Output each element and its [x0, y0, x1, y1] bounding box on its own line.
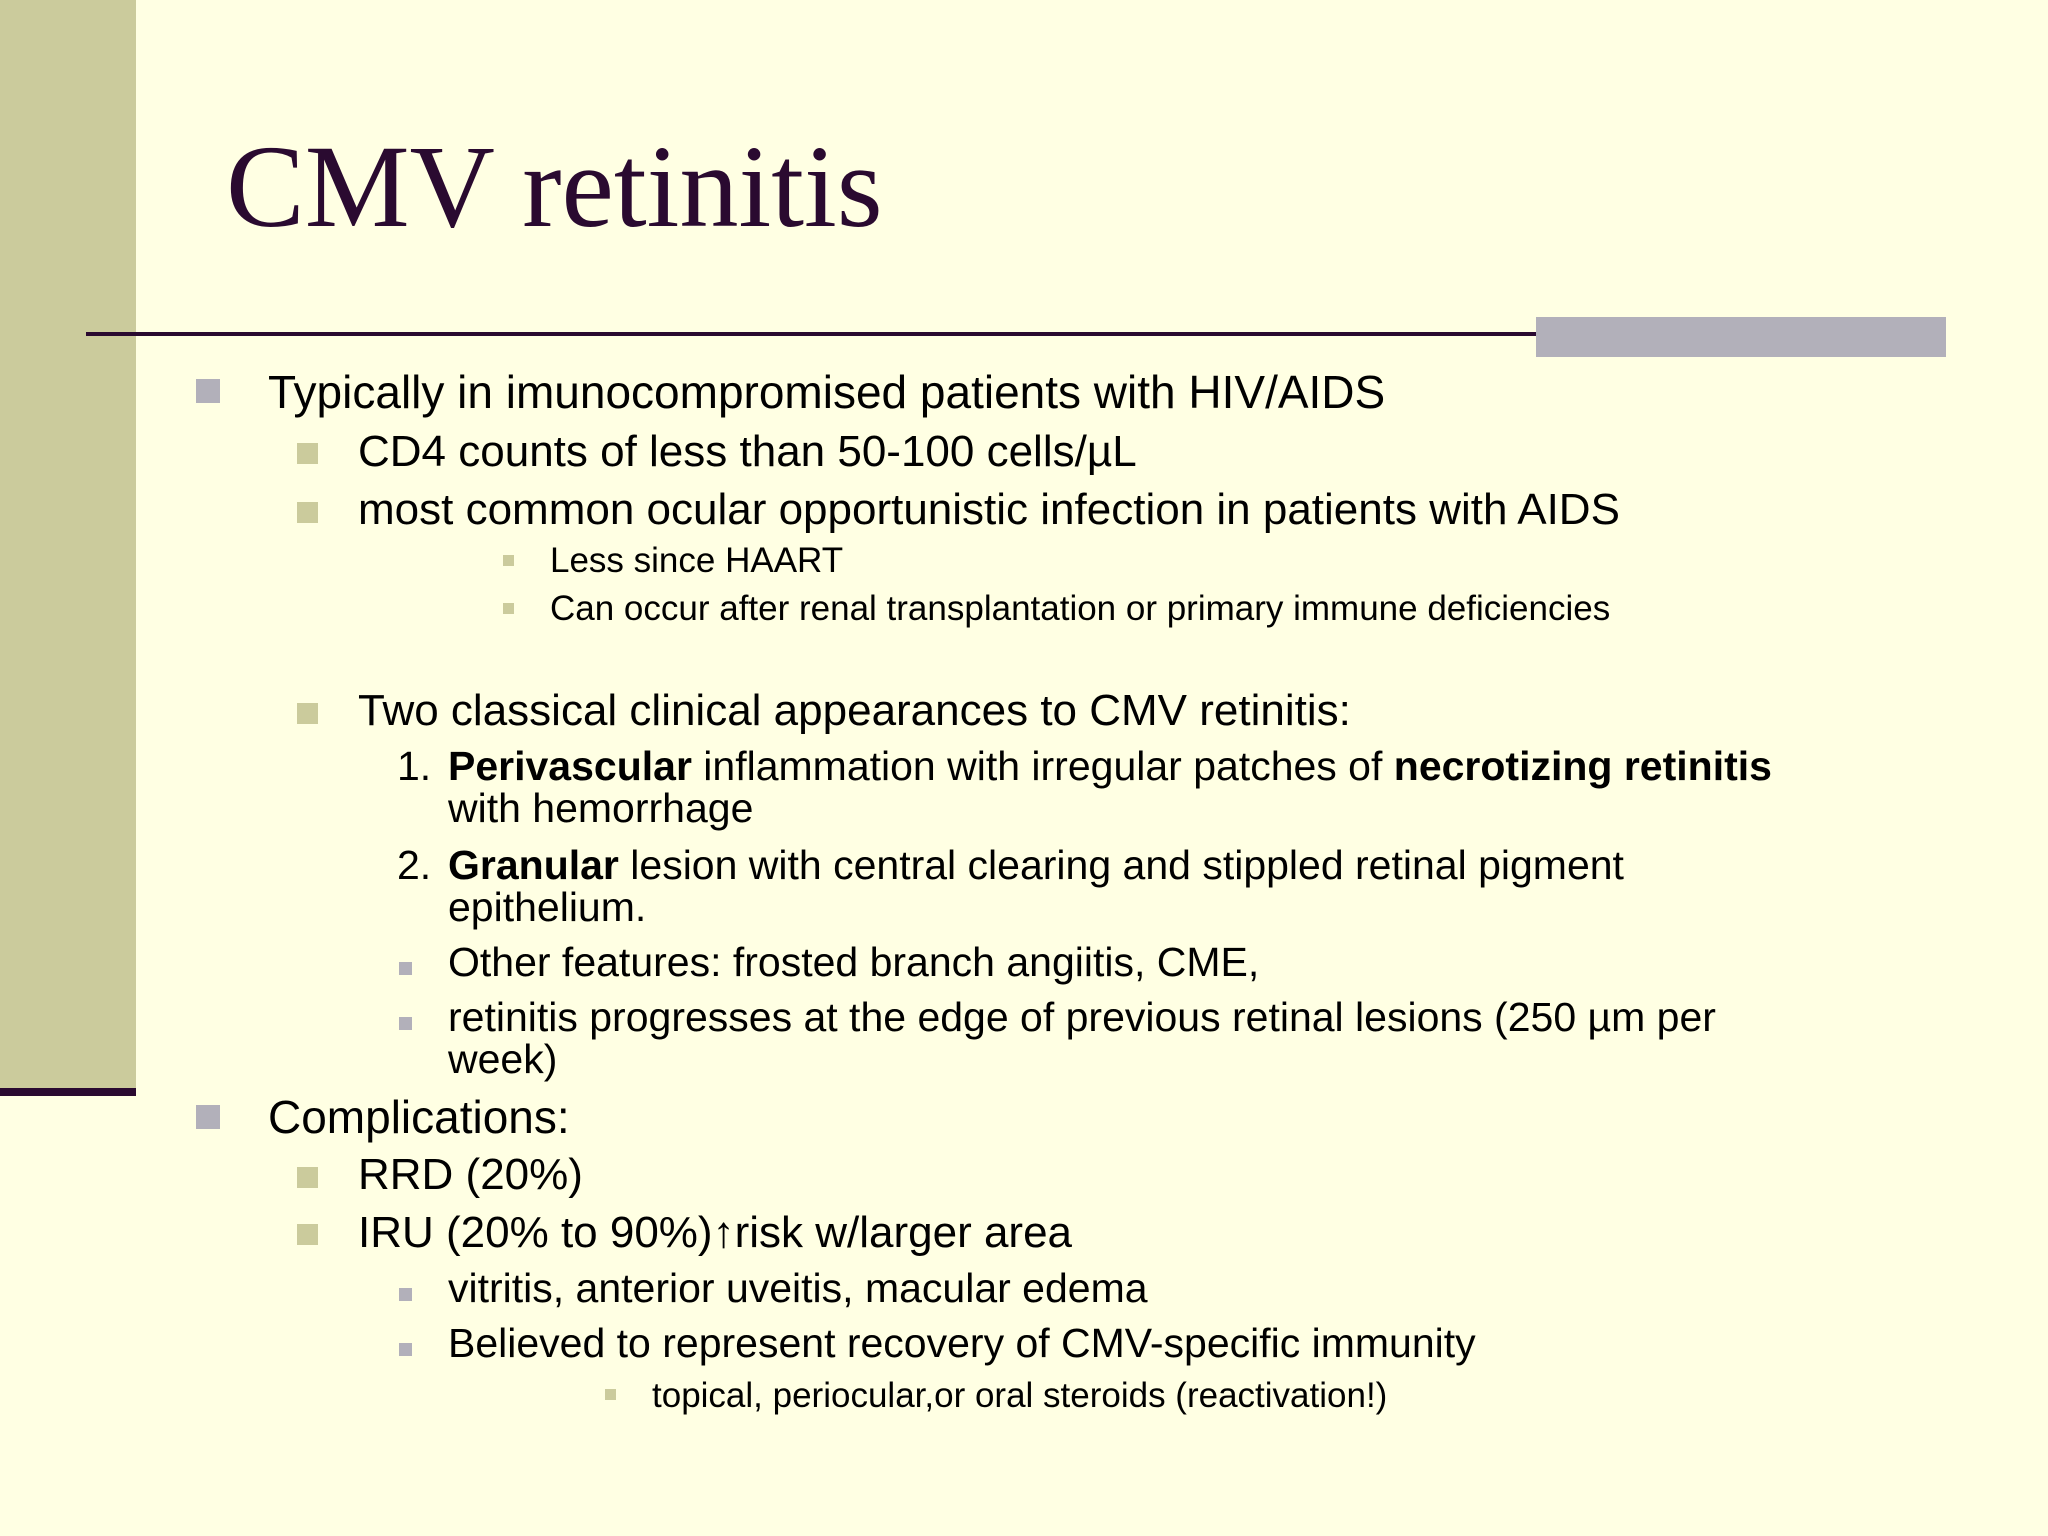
bullet-square [399, 1288, 412, 1301]
bullet-square [399, 962, 412, 975]
emphasis: Perivascular [448, 743, 692, 789]
bullet-square [503, 603, 514, 614]
emphasis: necrotizing retinitis [1393, 743, 1772, 789]
sidebar-accent [0, 0, 136, 1088]
numbered-item-line: Granular lesion with central clearing and stippled retinal pigment [448, 842, 1624, 888]
bullet-square [196, 379, 220, 403]
bullet-square [196, 1105, 220, 1129]
bullet-square [605, 1389, 616, 1400]
bullet-square [399, 1343, 412, 1356]
bullet-square [399, 1017, 412, 1030]
bullet-square [297, 703, 318, 724]
bullet-text: topical, periocular,or oral steroids (reactivation!) [652, 1376, 1388, 1415]
bullet-text: CD4 counts of less than 50-100 cells/µL [358, 427, 1137, 476]
title-rule-accent [1536, 317, 1946, 357]
bullet-text: Complications: [268, 1091, 570, 1143]
bullet-text: most common ocular opportunistic infection in patients with AIDS [358, 485, 1620, 534]
numbered-item-line: Perivascular inflammation with irregular patches of necrotizing retinitis [448, 743, 1772, 789]
list-number: 2. [397, 842, 432, 888]
numbered-item-line: with hemorrhage [448, 785, 754, 831]
bullet-square [297, 502, 318, 523]
bullet-text: Believed to represent recovery of CMV-specific immunity [448, 1320, 1476, 1366]
list-number: 1. [397, 743, 432, 789]
bullet-text: RRD (20%) [358, 1150, 583, 1199]
sidebar-divider [0, 1088, 136, 1096]
bullet-text: Can occur after renal transplantation or primary immune deficiencies [550, 589, 1611, 628]
slide-title: CMV retinitis [226, 121, 883, 252]
bullet-text: IRU (20% to 90%)↑risk w/larger area [358, 1208, 1073, 1257]
bullet-square [503, 555, 514, 566]
bullet-text: week) [448, 1036, 558, 1082]
bullet-text: Less since HAART [550, 541, 844, 580]
bullet-text: Two classical clinical appearances to CMV retinitis: [358, 686, 1351, 735]
bullet-square [297, 1224, 318, 1245]
bullet-square [297, 1167, 318, 1188]
bullet-text: vitritis, anterior uveitis, macular edema [448, 1265, 1148, 1311]
emphasis: Granular [448, 842, 619, 888]
numbered-item-line: epithelium. [448, 884, 647, 930]
bullet-text: Typically in imunocompromised patients with HIV/AIDS [268, 366, 1386, 418]
bullet-square [297, 443, 318, 464]
bullet-text: retinitis progresses at the edge of previous retinal lesions (250 µm per [448, 994, 1716, 1040]
bullet-text: Other features: frosted branch angiitis, CME, [448, 939, 1260, 985]
